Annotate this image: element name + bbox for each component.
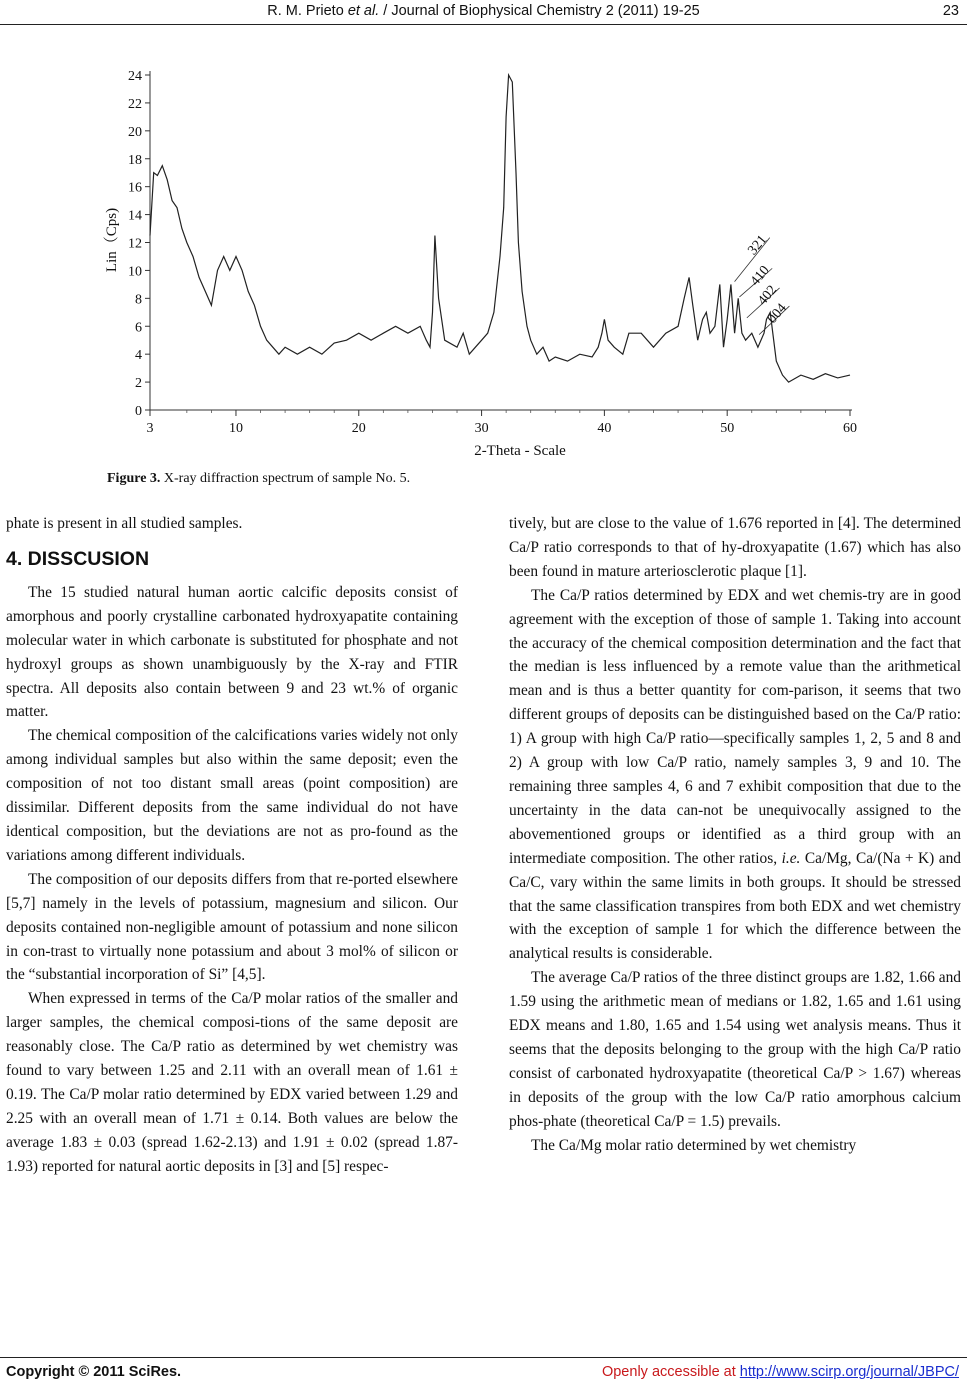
y-tick-label: 18 xyxy=(128,152,142,168)
paragraph-text: The Ca/P ratios determined by EDX and wet chemis-try are in good agreement with the exception of those of sample 1. Taking into account the accuracy of the chemical composition determination and the fact that the median is less influenced by a remote value than the arithmetical mean and is thus a better quantity for com-parison, it seems that two different groups of deposits can be distinguished based on the Ca/P ratio: 1) A group with high Ca/P ratio—specifically samples 1, 2, 5 and 8 and 2) A group with low Ca/P ratio, namely samples 3, 9 and 10. The remaining three samples 4, 6 and 7 exhibit composition that due to the uncertainty in the data can-not be unequivocally assigned to the abovementioned groups or identified as a third group with an intermediate composition. The other ratios, xyxy=(509,586,961,867)
access-note xyxy=(602,1364,959,1380)
paragraph: The chemical composition of the calcifications varies widely not only among individual samples but also within the same deposit; even the composition of not too distant small areas (point composition) are dissimilar. Different deposits from the same individual do not have identical composition, but the deviations are not as pro-found as the variations among different individuals. xyxy=(6,727,458,864)
x-axis-label: 2-Theta - Scale xyxy=(474,443,566,459)
figure-caption-text: X-ray diffraction spectrum of sample No. 5. xyxy=(160,471,411,486)
paragraph: The Ca/Mg molar ratio determined by wet chemistry xyxy=(531,1136,857,1154)
annotation-label: 410 xyxy=(747,263,773,289)
y-tick-label: 2 xyxy=(135,376,142,392)
x-tick-label: 30 xyxy=(474,421,489,436)
paragraph-italic: i.e. xyxy=(781,849,801,867)
page-footer xyxy=(0,1364,967,1386)
running-title xyxy=(0,3,967,19)
y-tick-label: 8 xyxy=(135,292,142,308)
page-number: 23 xyxy=(942,3,959,19)
y-tick-label: 12 xyxy=(128,236,142,252)
paragraph: phate is present in all studied samples. xyxy=(6,515,243,532)
paragraph: When expressed in terms of the Ca/P molar ratios of the smaller and larger samples, the chemical composi-tions of the same deposit are reasonably close. The Ca/P ratio as determined by wet chemistry was found to vary between 1.25 and 2.11 with an overall mean of 1.61 ± 0.19. The Ca/P molar ratio determined by EDX varied between 1.29 and 2.25 with an overall mean of 1.71 ± 0.14. Both values are below the average 1.83 ± 0.03 (spread 1.62-2.13) and 1.91 ± 0.02 (spread 1.87-1.93) reported for natural aortic deposits in [3] and [5] respec- xyxy=(6,990,458,1175)
y-tick-label: 14 xyxy=(128,208,142,224)
x-tick-label: 3 xyxy=(146,421,154,436)
section-heading: 4. DISSCUSION xyxy=(6,547,150,570)
footer-rule xyxy=(0,1357,967,1358)
y-tick-label: 16 xyxy=(128,180,142,196)
y-tick-label: 4 xyxy=(135,348,142,364)
y-tick-label: 10 xyxy=(128,264,142,280)
annotation-label: 321 xyxy=(745,232,771,259)
paragraph: The average Ca/P ratios of the three distinct groups are 1.82, 1.66 and 1.59 using the arithmetic mean of medians or 1.82, 1.65 and 1.61 using EDX means and 1.80, 1.65 and 1.54 using wet analysis means. Thus it seems that the deposits belonging to the group with the high Ca/P ratio consist of carbonated hydroxyapatite (theoretical Ca/P > 1.67) whereas in deposits of the group with the low Ca/P ratio amorphous calcium phos-phate (theoretical Ca/P = 1.5) prevails. xyxy=(509,969,961,1130)
copyright: Copyright © 2011 SciRes. xyxy=(6,1364,182,1380)
y-tick-label: 24 xyxy=(128,69,142,84)
series-line xyxy=(150,75,850,382)
x-tick-label: 20 xyxy=(351,421,366,436)
paragraph: The composition of our deposits differs from that re-ported elsewhere [5,7] namely in the levels of potassium, magnesium and silicon. Our deposits contained non-negligible amount of potassium and none silicon in con-trast to virtually none potassium and about 3 mol% of silicon or the “substantial incorporation of Si” [4,5]. xyxy=(6,870,458,984)
running-title-etal: et al. xyxy=(347,3,380,19)
y-tick-label: 6 xyxy=(135,320,142,336)
x-tick-label: 40 xyxy=(597,421,612,436)
annotation-label: 402 xyxy=(755,282,781,309)
xrd-chart xyxy=(90,60,880,470)
paragraph-text: Ca/Mg, Ca/(Na + K) and Ca/C, vary within the same limits in both groups. It should be stressed that the same classification transpires from both EDX and wet chemistry with the exception of sample 1 for which the difference between the analytical results is considerable. xyxy=(509,849,961,963)
peak-annotations xyxy=(735,233,790,335)
y-tick-label: 20 xyxy=(128,124,142,140)
running-header xyxy=(0,3,967,25)
paragraph xyxy=(509,584,961,967)
paragraph: tively, but are close to the value of 1.676 reported in [4]. The determined Ca/P ratio corresponds to that of hy-droxyapatite (1.67) which has also been found in mature arteriosclerotic plaque [1]. xyxy=(509,515,961,580)
header-rule xyxy=(0,24,967,25)
right-column xyxy=(509,512,961,1157)
annotation-label: 004 xyxy=(764,300,790,327)
running-title-authors: R. M. Prieto xyxy=(267,3,348,19)
left-column xyxy=(6,512,458,1179)
journal-link[interactable]: http://www.scirp.org/journal/JBPC/ xyxy=(739,1364,959,1380)
y-tick-label: 22 xyxy=(128,96,142,112)
running-title-journal: / Journal of Biophysical Chemistry 2 (2011) 19-25 xyxy=(379,3,700,19)
x-tick-label: 60 xyxy=(843,421,857,436)
access-text: Openly accessible at xyxy=(601,1364,740,1380)
chart-ticks xyxy=(128,69,857,436)
figure-caption xyxy=(107,471,410,487)
figure-caption-label: Figure 3. xyxy=(107,471,161,486)
x-tick-label: 10 xyxy=(228,421,243,436)
paragraph: The 15 studied natural human aortic calcific deposits consist of amorphous and poorly crystalline carbonated hydroxyapatite containing molecular water in which carbonate is substituted for phosphate and not hydroxyl groups as shown unambiguously by the X-ray and FTIR spectra. All deposits also contain between 9 and 23 wt.% of organic matter. xyxy=(6,583,458,721)
y-tick-label: 0 xyxy=(135,404,142,419)
x-tick-label: 50 xyxy=(720,421,735,436)
y-axis-label: Lin（Cps) xyxy=(104,207,120,273)
